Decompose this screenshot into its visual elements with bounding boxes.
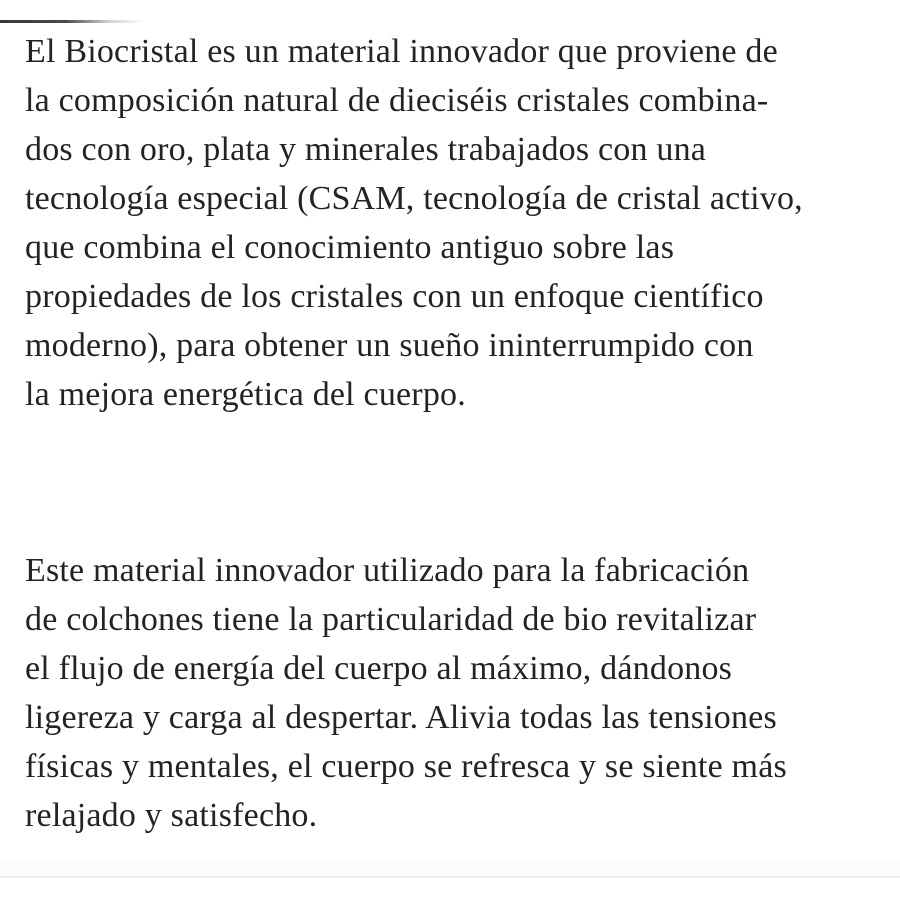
paragraph-line: de colchones tiene la particularidad de bio revitalizar xyxy=(25,601,757,638)
paragraph-line: relajado y satisfecho. xyxy=(25,797,318,834)
paragraph-biocristal-intro xyxy=(25,27,865,419)
paragraph-line: ligereza y carga al despertar. Alivia todas las tensiones xyxy=(25,699,777,736)
paragraph-line: el flujo de energía del cuerpo al máximo, dándonos xyxy=(25,650,733,687)
bottom-divider-line xyxy=(0,862,900,878)
paragraph-line: moderno), para obtener un sueño ininterrumpido con xyxy=(25,327,754,364)
paragraph-colchones-benefits xyxy=(25,546,865,840)
paragraph-line: propiedades de los cristales con un enfoque científico xyxy=(25,278,764,315)
top-divider-line xyxy=(0,20,145,23)
paragraph-line: tecnología especial (CSAM, tecnología de cristal activo, xyxy=(25,180,803,217)
paragraph-line: físicas y mentales, el cuerpo se refresca y se siente más xyxy=(25,748,787,785)
paragraph-line: El Biocristal es un material innovador que proviene de xyxy=(25,33,778,70)
paragraph-line: que combina el conocimiento antiguo sobre las xyxy=(25,229,675,266)
paragraph-line: dos con oro, plata y minerales trabajados con una xyxy=(25,131,707,168)
paragraph-line: Este material innovador utilizado para la fabricación xyxy=(25,552,750,589)
paragraph-line: la mejora energética del cuerpo. xyxy=(25,376,466,413)
paragraph-line: la composición natural de dieciséis cristales combina- xyxy=(25,82,769,119)
